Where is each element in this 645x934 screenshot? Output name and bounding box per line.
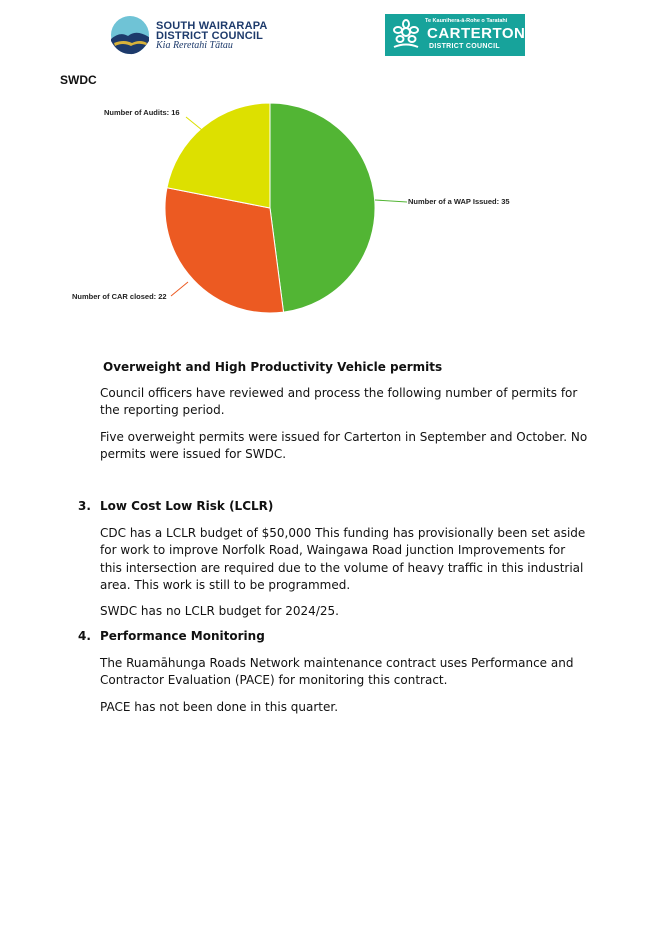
- lclr-number: 3.: [78, 499, 91, 513]
- cdc-flower-icon: [389, 18, 423, 52]
- slice-leader-line: [186, 117, 202, 130]
- swdc-name-line2: DISTRICT COUNCIL: [156, 30, 264, 42]
- permits-paragraph-2: Five overweight permits were issued for Carterton in September and October. No permits were issued for SWDC.: [100, 430, 588, 462]
- performance-heading: Performance Monitoring: [100, 629, 265, 643]
- performance-number: 4.: [78, 629, 91, 643]
- swdc-name-line1: SOUTH WAIRARAPA: [156, 20, 268, 32]
- swdc-emblem-icon: [110, 15, 150, 55]
- permits-paragraph-1: Council officers have reviewed and process the following number of permits for the reporting period.: [100, 386, 578, 418]
- slice-leader-line: [171, 282, 188, 296]
- cdc-subtitle: DISTRICT COUNCIL: [429, 43, 500, 50]
- performance-paragraph-2: PACE has not been done in this quarter.: [100, 700, 339, 714]
- performance-paragraph-1: The Ruamāhunga Roads Network maintenance contract uses Performance and Contractor Evaluation (PACE) for monitoring this contract.: [100, 656, 574, 688]
- slice-label: Number of a WAP Issued: 35: [408, 197, 510, 206]
- cdc-maori-name: Te Kaunihera-ā-Rohe o Taratahi: [425, 18, 508, 24]
- cdc-logo: [385, 14, 525, 56]
- pie-chart: [60, 92, 530, 332]
- section-label: SWDC: [60, 73, 97, 87]
- cdc-name: CARTERTON: [427, 25, 526, 42]
- lclr-paragraph-2: SWDC has no LCLR budget for 2024/25.: [100, 604, 339, 618]
- lclr-paragraph-1: CDC has a LCLR budget of $50,000 This funding has provisionally been set aside for work to improve Norfolk Road, Waingawa Road junction Improvements for this intersection are required due to the volume of heavy traffic in this industrial area. This work is still to be programmed.: [100, 526, 586, 592]
- permits-heading: Overweight and High Productivity Vehicle permits: [103, 360, 443, 374]
- slice-label: Number of Audits: 16: [104, 108, 180, 117]
- pie-slice: [270, 103, 375, 312]
- slice-leader-line: [375, 200, 407, 202]
- lclr-heading: Low Cost Low Risk (LCLR): [100, 499, 274, 513]
- swdc-tagline: Kia Reretahi Tātau: [156, 40, 233, 51]
- swdc-logo: [110, 15, 270, 57]
- slice-label: Number of CAR closed: 22: [72, 292, 167, 301]
